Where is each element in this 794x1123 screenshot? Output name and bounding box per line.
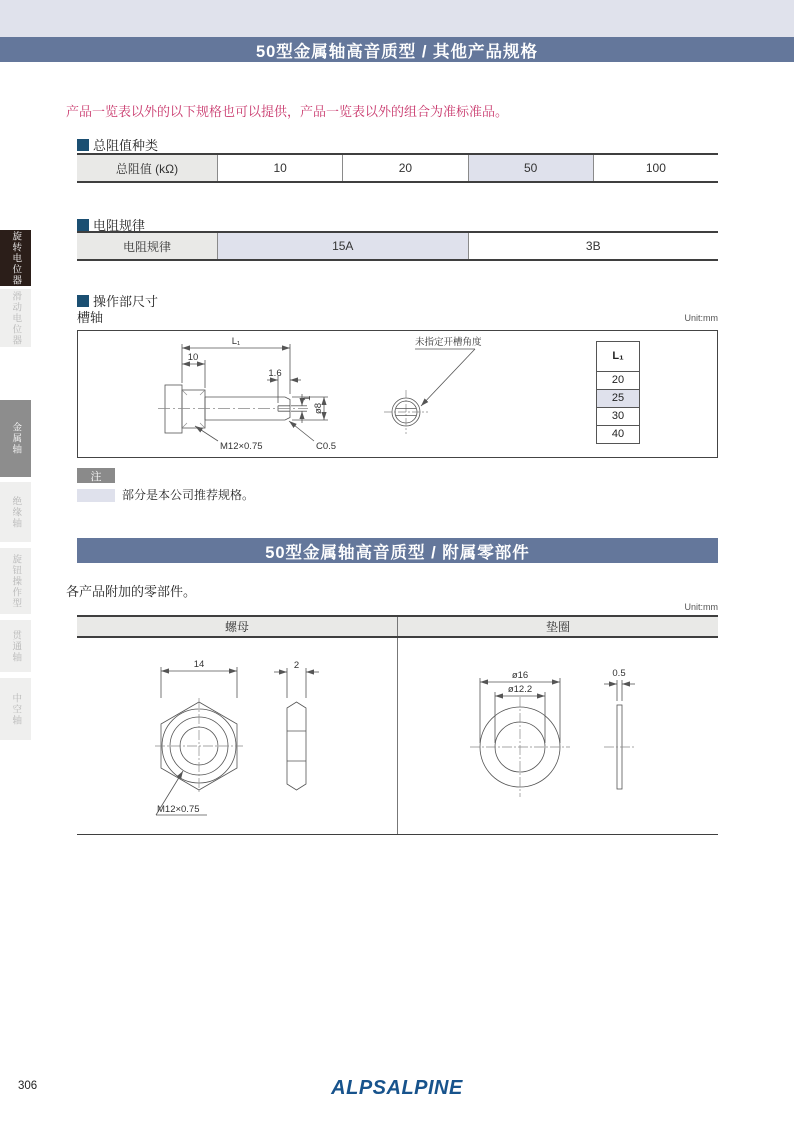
nut-thread-label: M12×0.75: [157, 804, 200, 815]
dim-washer-inner: ø12.2: [507, 684, 533, 695]
sidebar-tab-insulated-shaft[interactable]: 绝缘轴: [0, 482, 31, 542]
taper-value-highlighted: 15A: [217, 233, 468, 259]
accessories-table-header: [77, 615, 718, 638]
washer-drawing: [398, 638, 718, 834]
sidebar-tab-hollow-shaft[interactable]: 中空轴: [0, 678, 31, 740]
dim-nut-width: 14: [193, 659, 205, 670]
dim-l1: L₁: [231, 336, 241, 347]
column-nut: 螺母: [224, 620, 249, 634]
unit-label: Unit:mm: [684, 602, 718, 612]
section-square-icon: [77, 295, 89, 307]
taper-table: [77, 231, 718, 261]
accessories-title: 50型金属轴高音质型 / 附属零部件: [77, 538, 718, 563]
taper-value: 3B: [468, 233, 719, 259]
resistance-value: 10: [217, 155, 342, 181]
dim-washer-outer: ø16: [511, 670, 529, 681]
section-square-icon: [77, 219, 89, 231]
chamfer-label: C0.5: [316, 441, 337, 452]
note-badge: 注: [77, 468, 115, 483]
accessories-note: 各产品附加的零部件。: [66, 584, 197, 599]
resistance-value: 20: [342, 155, 467, 181]
sidebar-tab-rotary-potentiometer[interactable]: 旋转电位器: [0, 230, 31, 286]
top-band: [0, 0, 794, 37]
accessories-table-body: [77, 638, 718, 835]
slot-angle-note: 未指定开槽角度: [415, 337, 482, 348]
sidebar-tab-metal-shaft[interactable]: 金属轴: [0, 400, 31, 477]
l1-row: 40: [611, 428, 625, 440]
section-title: 电阻规律: [93, 218, 146, 233]
dim-slot-length: 1.6: [268, 368, 282, 379]
nut-drawing: [77, 638, 397, 834]
note-highlight-swatch: [77, 489, 115, 502]
nut-drawing-cell: [77, 638, 397, 834]
section-heading-resistance: [77, 135, 158, 154]
unit-label: Unit:mm: [684, 313, 718, 323]
resistance-table: [77, 153, 718, 183]
section-title: 操作部尺寸: [93, 294, 159, 309]
washer-drawing-cell: [397, 638, 718, 834]
l1-row-highlighted: 25: [597, 390, 639, 408]
dim-nut-thickness: 2: [293, 660, 300, 671]
dim-bushing-length: 10: [187, 352, 199, 363]
dim-shaft-diameter: ø8: [313, 402, 324, 415]
page-number: 306: [18, 1080, 38, 1092]
alps-alpine-logo: ALPSALPINE: [331, 1077, 463, 1099]
resistance-value: 100: [593, 155, 718, 181]
taper-row-header: 电阻规律: [77, 233, 217, 259]
l1-row: 20: [597, 372, 639, 390]
resistance-value-highlighted: 50: [468, 155, 593, 181]
note-text: 部分是本公司推荐规格。: [122, 488, 255, 502]
sidebar-tab-through-shaft[interactable]: 贯通轴: [0, 620, 31, 672]
section-square-icon: [77, 139, 89, 151]
column-washer: 垫圈: [397, 617, 718, 636]
sidebar-tab-slide-potentiometer[interactable]: 滑动电位器: [0, 289, 31, 347]
intro-text: 产品一览表以外的以下规格也可以提供，产品一览表以外的组合为准标准品。: [66, 104, 509, 119]
page-title: 50型金属轴高音质型 / 其他产品规格: [0, 37, 794, 62]
l1-length-table: [596, 341, 640, 444]
sidebar-tab-knob-type[interactable]: 旋钮操作型: [0, 548, 31, 614]
thread-spec-label: M12×0.75: [220, 441, 263, 452]
shaft-type-label: 槽轴: [77, 310, 104, 325]
l1-row: 30: [597, 408, 639, 426]
dim-washer-thickness: 0.5: [612, 668, 626, 679]
resistance-row-header: 总阻值 (kΩ): [77, 155, 217, 181]
dim-slot-width: 1: [302, 395, 313, 401]
section-title: 总阻值种类: [93, 138, 159, 153]
l1-table-header: L₁: [597, 342, 639, 372]
